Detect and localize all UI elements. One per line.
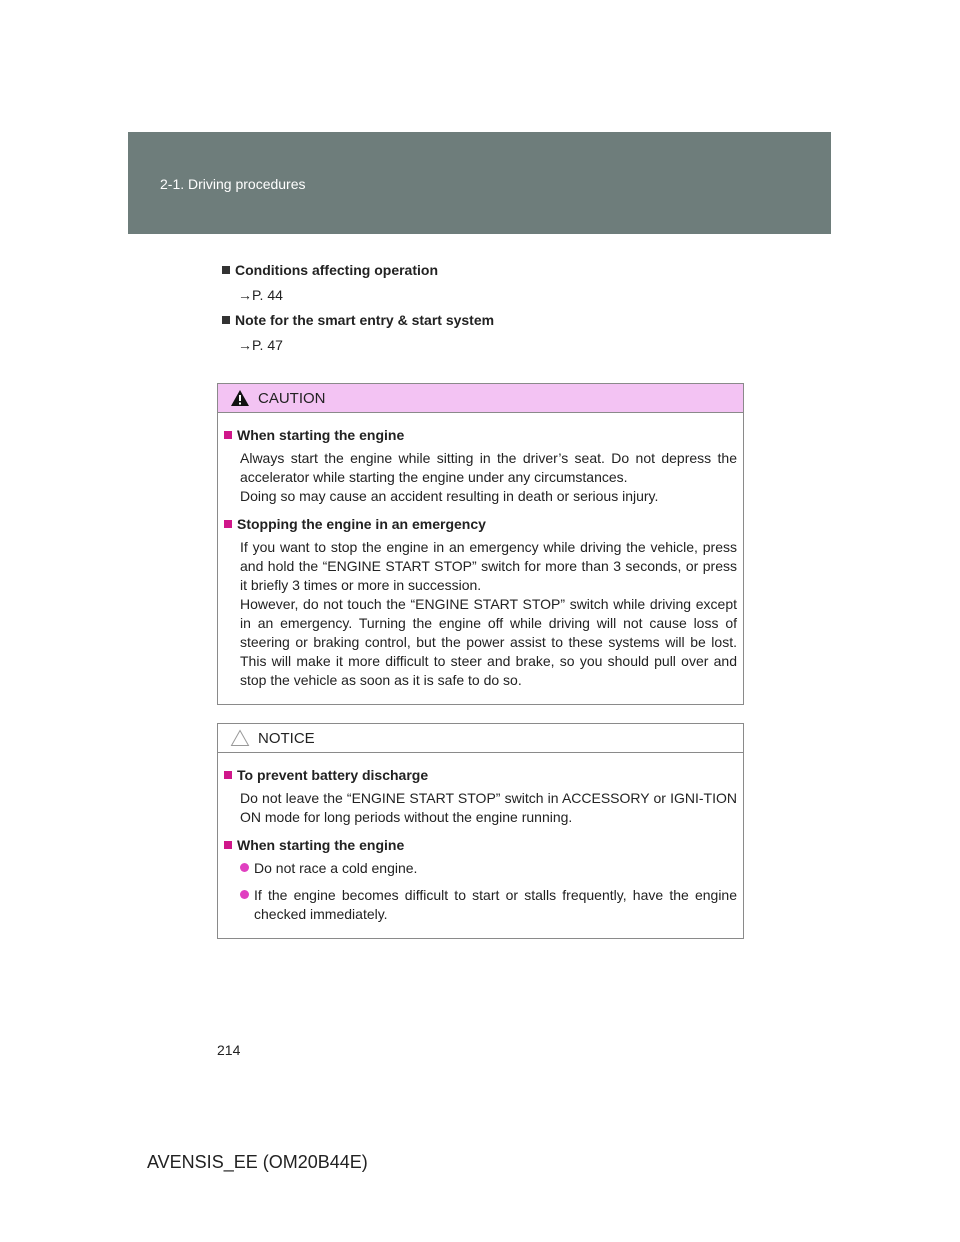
notice-title: NOTICE	[258, 730, 315, 747]
caution-title: CAUTION	[258, 390, 326, 407]
caution-text: Doing so may cause an accident resulting in death or serious injury.	[240, 488, 659, 504]
warning-filled-icon	[230, 389, 250, 407]
circle-bullet-icon	[240, 890, 249, 899]
caution-heading-emergency: Stopping the engine in an emergency	[224, 516, 737, 532]
caution-heading-starting: When starting the engine	[224, 427, 737, 443]
caution-text: If you want to stop the engine in an emergency while driving the vehicle, press and hold the “ENGINE START STOP” switch for more than 3 seconds, or press it briefly 3 times or more in succession.	[240, 539, 737, 593]
document-code: AVENSIS_EE (OM20B44E)	[147, 1152, 368, 1172]
notice-text: Do not leave the “ENGINE START STOP” switch in ACCESSORY or IGNI-TION ON mode for long periods without the engine running.	[240, 790, 737, 825]
warning-outline-icon	[230, 729, 250, 747]
caution-header	[218, 384, 743, 413]
square-bullet-icon	[224, 520, 232, 528]
topic-title: Note for the smart entry & start system	[235, 312, 495, 328]
square-bullet-icon	[222, 316, 230, 324]
square-bullet-icon	[222, 266, 230, 274]
section-header	[128, 132, 831, 234]
square-bullet-icon	[224, 431, 232, 439]
square-bullet-icon	[224, 771, 232, 779]
topic-title: Conditions affecting operation	[235, 262, 438, 278]
topic-conditions	[222, 262, 438, 278]
list-item: If the engine becomes difficult to start or stalls frequently, have the engine checked immediately.	[240, 886, 737, 924]
section-title: 2-1. Driving procedures	[160, 176, 306, 192]
list-item: Do not race a cold engine.	[240, 859, 737, 878]
notice-box	[217, 723, 744, 939]
caution-text: Always start the engine while sitting in the driver’s seat. Do not depress the accelerator while starting the engine under any circumstances.	[240, 450, 737, 485]
page-reference-link[interactable]: →P. 44	[238, 287, 283, 303]
page-number: 214	[217, 1042, 241, 1058]
notice-header	[218, 724, 743, 753]
notice-heading-battery: To prevent battery discharge	[224, 767, 737, 783]
topic-smart-entry-note	[222, 312, 494, 328]
caution-box	[217, 383, 744, 705]
caution-text: However, do not touch the “ENGINE START STOP” switch while driving except in an emergency. Turning the engine off while driving will not cause loss of steering or braking control, but the power assist to these systems will be lost. This will make it more difficult to steer and brake, so you should pull over and stop the vehicle as soon as it is safe to do so.	[240, 596, 737, 688]
notice-heading-starting: When starting the engine	[224, 837, 737, 853]
circle-bullet-icon	[240, 863, 249, 872]
page-reference-link[interactable]: →P. 47	[238, 337, 283, 353]
square-bullet-icon	[224, 841, 232, 849]
